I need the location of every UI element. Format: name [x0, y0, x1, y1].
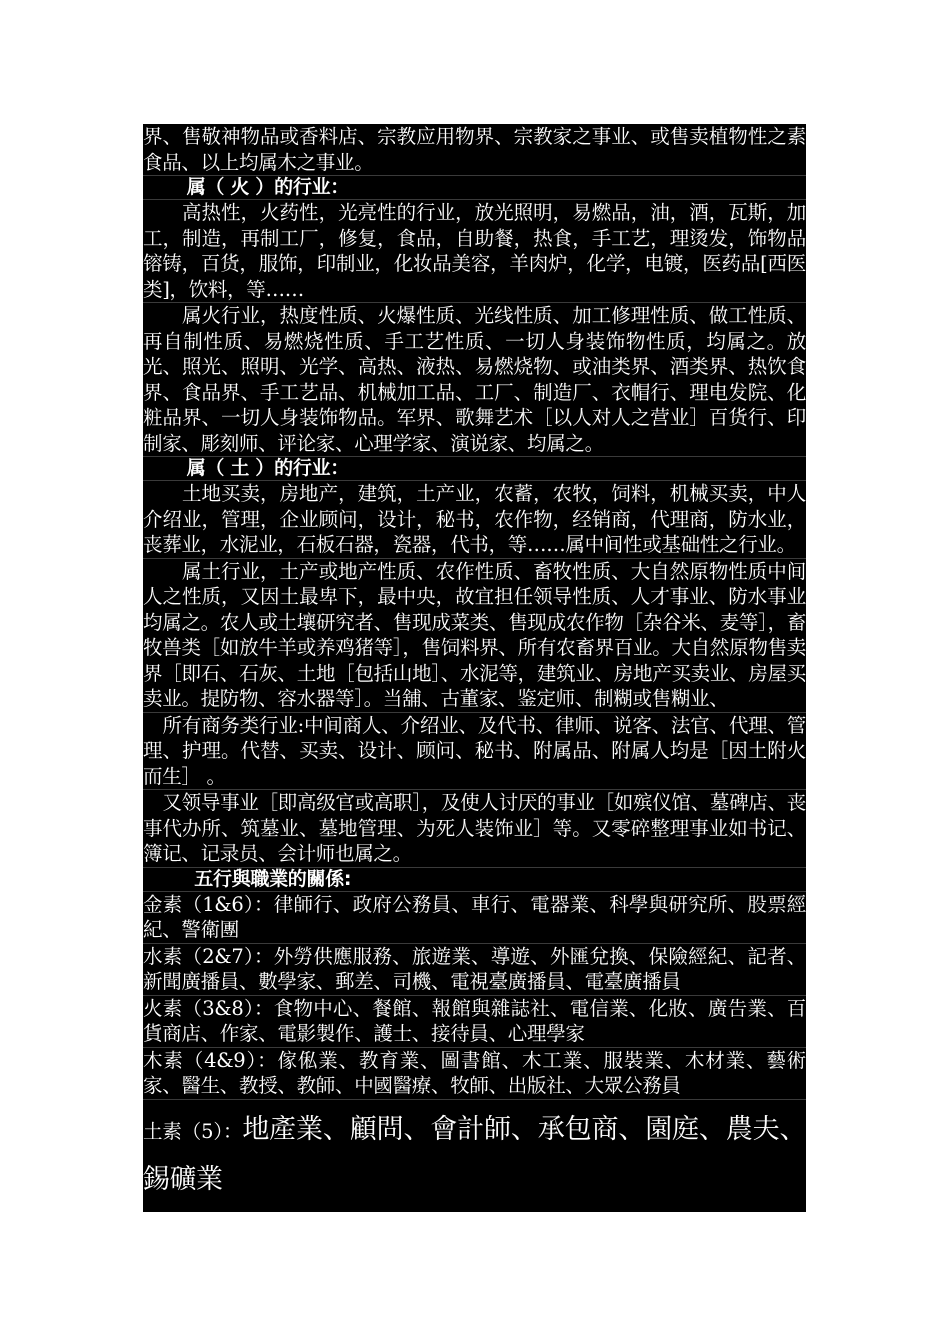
fire-element-careers: 火素（3&8）：食物中心、餐館、報館與雜誌社、電信業、化妝、廣告業、百貨商店、作家、電影製作、護士、接待員、心理學家 [143, 996, 806, 1048]
fire-industries-description: 属火行业，热度性质、火爆性质、光线性质、加工修理性质、做工性质、再自制性质、易燃烧性质、手工艺性质、一切人身装饰物性质，均属之。放光、照光、照明、光学、高热、液热、易燃烧物、或油类界、酒类界、热饮食界、食品界、手工艺品、机械加工品、工厂、制造厂、衣帽行、理电发院、化粧品界、一切人身装饰物品。军界、歌舞艺术［以人对人之营业］百货行、印制家、彫刻师、评论家、心理学家、演说家、均属之。 [143, 303, 806, 457]
earth-commerce-paragraph: 所有商务类行业:中间商人、介绍业、及代书、律师、说客、法官、代理、管理、护理。代替、买卖、设计、顾问、秘书、附属品、附属人均是［因土附火而生］ 。 [143, 713, 806, 791]
earth-element-careers [143, 1100, 806, 1212]
wood-industries-continuation: 界、售敬神物品或香料店、宗教应用物界、宗教家之事业、或售卖植物性之素食品、以上均属木之事业。 [143, 124, 806, 176]
five-elements-career-heading: 五行與職業的關係: [143, 868, 806, 892]
earth-element-list: 地產業、顧問、會計師、承包商、園庭、農夫、錫礦業 [143, 1113, 806, 1195]
earth-industries-description: 属土行业，土产或地产性质、农作性质、畜牧性质、大自然原物性质中间人之性质，又因土最卑下，最中央，故宜担任领导性质、人才事业、防水事业均属之。农人或土壤研究者、售现成菜类、售现成农作物［杂谷米、麦等］，畜牧兽类［如放牛羊或养鸡猪等］，售饲料界、所有农畜界百业。大自然原物售卖界［即石、石灰、土地［包括山地］、水泥等，建筑业、房地产买卖业、房屋买卖业。提防物、容水器等］。当舖、古董家、鉴定师、制糊或售糊业、 [143, 559, 806, 713]
fire-industries-heading: 属（ 火 ）的行业： [143, 176, 806, 200]
earth-industries-list: 土地买卖，房地产，建筑，土产业，农蓄，农牧，饲料，机械买卖，中人介绍业，管理，企业顾问，设计，秘书，农作物，经销商，代理商，防水业，丧葬业，水泥业，石板石器，瓷器，代书，等……属中间性或基础性之行业。 [143, 481, 806, 559]
wood-element-careers: 木素（4&9）：傢俬業、教育業、圖書館、木工業、服裝業、木材業、藝術家、醫生、教授、教師、中國醫療、牧師、出版社、大眾公務員 [143, 1048, 806, 1100]
earth-leadership-paragraph: 又领导事业［即高级官或高职］，及使人讨厌的事业［如殡仪馆、墓碑店、丧事代办所、筑墓业、墓地管理、为死人装饰业］等。又零碎整理事业如书记、簿记、记录员、会计师也属之。 [143, 790, 806, 868]
earth-element-label: 土素（5）： [143, 1119, 243, 1143]
metal-element-careers: 金素（1&6）：律師行、政府公務員、車行、電器業、科學與研究所、股票經紀、警衛團 [143, 892, 806, 944]
water-element-careers: 水素（2&7）：外勞供應服務、旅遊業、導遊、外匯兌換、保險經紀、記者、新聞廣播員、數學家、郵差、司機、電視臺廣播員、電臺廣播員 [143, 944, 806, 996]
earth-industries-heading: 属（ 土 ）的行业： [143, 457, 806, 481]
document-page [143, 124, 806, 1212]
fire-industries-list: 高热性，火药性，光亮性的行业，放光照明，易燃品，油，酒，瓦斯，加工，制造，再制工厂，修复，食品，自助餐，热食，手工艺，理烫发，饰物品镕铸，百货，服饰，印制业，化妆品美容，羊肉炉，化学，电镀，医药品[西医类]，饮料，等…… [143, 200, 806, 303]
